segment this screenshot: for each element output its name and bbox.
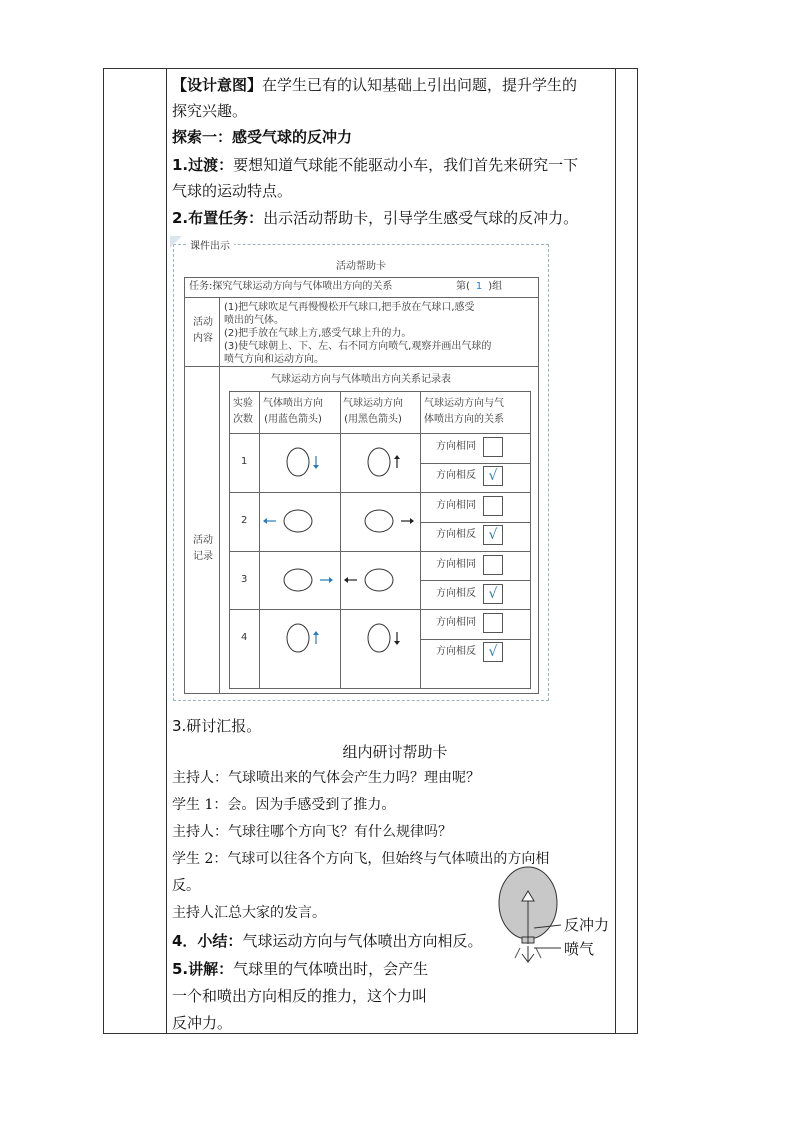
- same-direction-label: 方向相同: [436, 441, 476, 452]
- dialogue-line-2: 学生 1：会。因为手感受到了推力。: [172, 797, 396, 813]
- same-direction-checkbox[interactable]: [483, 555, 503, 575]
- spray-direction-cell: [260, 551, 340, 609]
- courseware-tag: 课件出示: [186, 237, 234, 252]
- content-label: 活动 内容: [193, 317, 213, 344]
- same-direction-label: 方向相同: [436, 617, 476, 628]
- move-direction-cell: [341, 433, 421, 491]
- dialogue-line-4: 学生 2：气球可以往各个方向飞，但始终与气体喷出的方向相: [172, 851, 550, 867]
- spray-direction-cell: [260, 433, 340, 491]
- move-direction-cell: [341, 492, 421, 550]
- dialogue-line-6: 主持人汇总大家的发言。: [172, 905, 326, 921]
- opposite-direction-label: 方向相反: [436, 646, 476, 657]
- up-arrow-icon: [394, 455, 400, 468]
- right-arrow-icon: [320, 577, 333, 583]
- content-line-2: 喷出的气体。: [224, 315, 284, 326]
- record-table: [229, 391, 531, 689]
- discussion-card-title: 组内研讨帮助卡: [342, 743, 448, 761]
- move-direction-cell: [341, 609, 421, 667]
- record-label: 活动 记录: [193, 535, 213, 562]
- spray-label: 喷气: [564, 940, 595, 958]
- opposite-direction-checkbox[interactable]: √: [483, 642, 503, 662]
- opposite-direction-label: 方向相反: [436, 470, 476, 481]
- summary-line: 4．小结：气球运动方向与气体喷出方向相反。: [172, 932, 483, 950]
- left-arrow-icon: [263, 518, 276, 524]
- same-direction-checkbox[interactable]: [483, 437, 503, 457]
- task-text: 任务:探究气球运动方向与气体喷出方向的关系: [189, 281, 393, 292]
- right-arrow-icon: [401, 518, 414, 524]
- opposite-direction-label: 方向相反: [436, 529, 476, 540]
- group-value: 1: [475, 281, 483, 292]
- explain-line1: 5.讲解：气球里的气体喷出时，会产生: [172, 960, 429, 978]
- card-title: 活动帮助卡: [336, 261, 386, 272]
- column-divider-left: [166, 69, 167, 1033]
- trial-number: 3: [241, 574, 248, 585]
- col-relation-header: 气球运动方向与气 体喷出方向的关系: [424, 398, 504, 425]
- recoil-force-figure: [495, 858, 615, 968]
- recoil-force-label: 反冲力: [564, 916, 610, 934]
- content-line-5: 喷气方向和运动方向。: [224, 354, 324, 365]
- same-direction-label: 方向相同: [436, 559, 476, 570]
- explain-line3: 反冲力。: [172, 1014, 233, 1032]
- trial-number: 1: [241, 456, 248, 467]
- dialogue-line-3: 主持人：气球往哪个方向飞？有什么规律吗？: [172, 824, 452, 840]
- step1-line2: 气球的运动特点。: [172, 182, 293, 200]
- step1-line1: 1.过渡：要想知道气球能不能驱动小车，我们首先来研究一下: [172, 156, 579, 174]
- explain-line2: 一个和喷出方向相反的推力，这个力叫: [172, 987, 428, 1005]
- up-arrow-icon: [313, 631, 319, 644]
- design-intent-line1: 【设计意图】在学生已有的认知基础上引出问题，提升学生的: [172, 76, 578, 94]
- spray-direction-cell: [260, 609, 340, 667]
- content-line-1: (1)把气球吹足气再慢慢松开气球口,把手放在气球口,感受: [224, 302, 475, 313]
- spray-direction-cell: [260, 492, 340, 550]
- report-heading: 3.研讨汇报。: [172, 717, 262, 735]
- opposite-direction-checkbox[interactable]: √: [483, 584, 503, 604]
- step2-line: 2.布置任务：出示活动帮助卡，引导学生感受气球的反冲力。: [172, 209, 579, 227]
- record-table-title: 气球运动方向与气体喷出方向关系记录表: [271, 374, 451, 385]
- design-intent-tag: 【设计意图】: [172, 76, 263, 94]
- down-arrow-icon: [394, 632, 400, 645]
- same-direction-checkbox[interactable]: [483, 496, 503, 516]
- left-arrow-icon: [344, 577, 357, 583]
- dialogue-line-1: 主持人：气球喷出来的气体会产生力吗？理由呢？: [172, 770, 480, 786]
- content-line-3: (2)把手放在气球上方,感受气球上升的力。: [224, 328, 412, 339]
- corner-tab-icon: [170, 236, 182, 248]
- column-divider-right: [615, 69, 616, 1033]
- content-line-4: (3)使气球朝上、下、左、右不同方向喷气,观察并画出气球的: [224, 341, 492, 352]
- move-direction-cell: [341, 551, 421, 609]
- opposite-direction-checkbox[interactable]: √: [483, 525, 503, 545]
- trial-number: 2: [241, 515, 248, 526]
- trial-number: 4: [241, 632, 248, 643]
- opposite-direction-checkbox[interactable]: √: [483, 466, 503, 486]
- col-spray-header: 气体喷出方向 (用蓝色箭头): [263, 398, 323, 425]
- col-trial-header: 实验 次数: [233, 398, 253, 425]
- col-move-header: 气球运动方向 (用黑色箭头): [343, 398, 403, 425]
- help-card-grid: [184, 277, 539, 694]
- dialogue-line-5: 反。: [172, 878, 200, 894]
- explore-heading: 探索一：感受气球的反冲力: [172, 128, 353, 146]
- group-number: 第( 1 )组: [456, 281, 503, 292]
- down-arrow-icon: [313, 456, 319, 469]
- opposite-direction-label: 方向相反: [436, 588, 476, 599]
- same-direction-label: 方向相同: [436, 500, 476, 511]
- same-direction-checkbox[interactable]: [483, 613, 503, 633]
- activity-help-card: [173, 241, 549, 701]
- design-intent-line2: 探究兴趣。: [172, 102, 248, 120]
